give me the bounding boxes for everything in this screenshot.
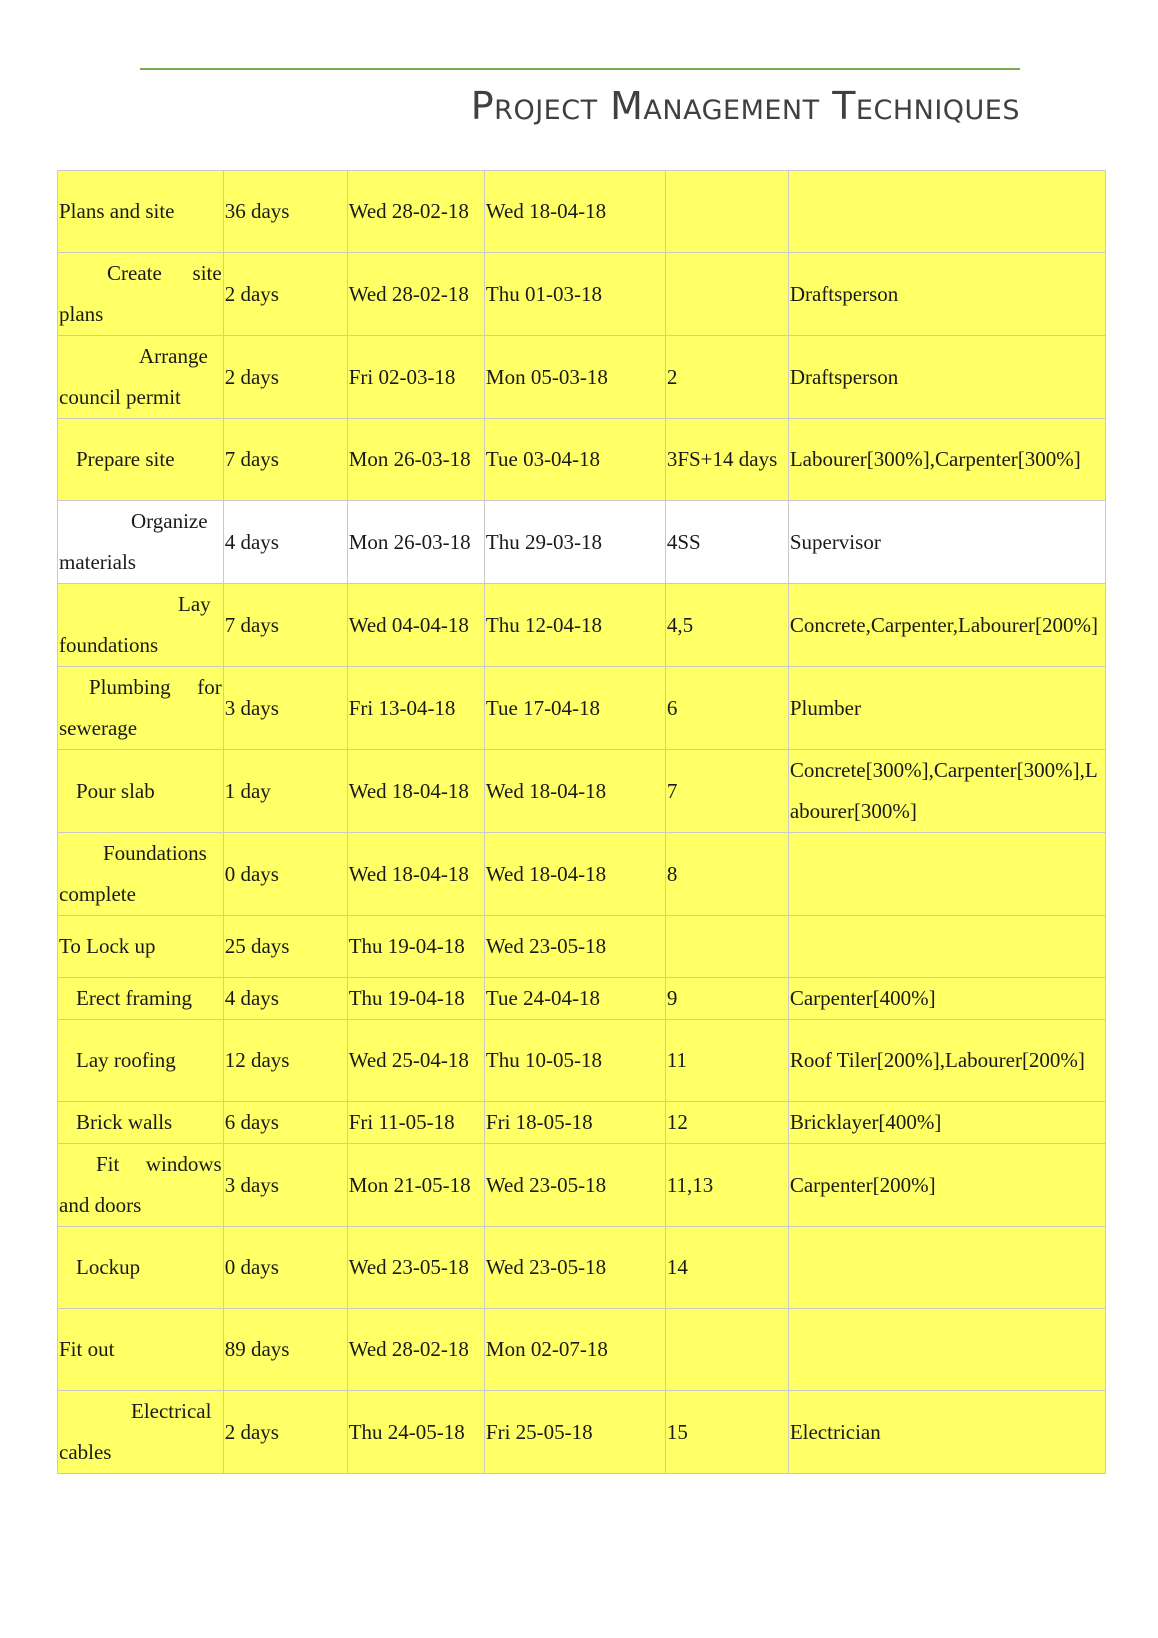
task-name: Foundations complete [58,833,224,916]
task-resources: Roof Tiler[200%],Labourer[200%] [788,1020,1105,1102]
task-resources [788,1227,1105,1309]
task-start: Fri 13-04-18 [347,667,484,750]
task-name: Arrange council permit [58,336,224,419]
task-duration: 2 days [223,336,347,419]
task-start: Mon 21-05-18 [347,1144,484,1227]
task-finish: Thu 10-05-18 [484,1020,665,1102]
task-finish: Mon 05-03-18 [484,336,665,419]
task-predecessors: 7 [665,750,788,833]
table-row [58,916,1106,978]
task-predecessors: 12 [665,1102,788,1144]
task-duration: 1 day [223,750,347,833]
task-predecessors [665,916,788,978]
task-predecessors: 4,5 [665,584,788,667]
task-start: Wed 04-04-18 [347,584,484,667]
table-row [58,253,1106,336]
task-start: Wed 28-02-18 [347,171,484,253]
task-resources [788,1309,1105,1391]
task-name: Pour slab [58,750,224,833]
task-name: Prepare site [58,419,224,501]
task-predecessors: 6 [665,667,788,750]
task-resources: Concrete[300%],Carpenter[300%],Labourer[300%] [788,750,1105,833]
task-resources: Draftsperson [788,336,1105,419]
task-finish: Wed 23-05-18 [484,1227,665,1309]
task-duration: 3 days [223,1144,347,1227]
task-start: Wed 28-02-18 [347,1309,484,1391]
task-name: Lay roofing [58,1020,224,1102]
task-name: Fit windows and doors [58,1144,224,1227]
task-resources: Draftsperson [788,253,1105,336]
task-predecessors: 11 [665,1020,788,1102]
task-finish: Thu 12-04-18 [484,584,665,667]
task-start: Wed 23-05-18 [347,1227,484,1309]
task-predecessors: 2 [665,336,788,419]
task-predecessors: 14 [665,1227,788,1309]
task-start: Thu 19-04-18 [347,916,484,978]
task-resources: Bricklayer[400%] [788,1102,1105,1144]
table-row [58,1020,1106,1102]
task-finish: Wed 18-04-18 [484,171,665,253]
task-name: Electrical cables [58,1391,224,1474]
table-row [58,1391,1106,1474]
task-finish: Wed 18-04-18 [484,833,665,916]
task-finish: Thu 29-03-18 [484,501,665,584]
task-name: Plumbing for sewerage [58,667,224,750]
task-start: Wed 28-02-18 [347,253,484,336]
task-start: Mon 26-03-18 [347,419,484,501]
task-predecessors [665,253,788,336]
task-duration: 25 days [223,916,347,978]
table-row [58,501,1106,584]
table-row [58,171,1106,253]
task-resources: Carpenter[200%] [788,1144,1105,1227]
task-finish: Tue 03-04-18 [484,419,665,501]
task-name: Fit out [58,1309,224,1391]
task-finish: Wed 18-04-18 [484,750,665,833]
task-finish: Tue 24-04-18 [484,978,665,1020]
task-resources: Carpenter[400%] [788,978,1105,1020]
task-finish: Wed 23-05-18 [484,1144,665,1227]
task-duration: 89 days [223,1309,347,1391]
task-duration: 2 days [223,1391,347,1474]
task-predecessors: 4SS [665,501,788,584]
task-name: Lay foundations [58,584,224,667]
task-duration: 12 days [223,1020,347,1102]
task-start: Mon 26-03-18 [347,501,484,584]
table-row [58,336,1106,419]
task-resources [788,833,1105,916]
task-predecessors [665,171,788,253]
task-duration: 0 days [223,833,347,916]
task-resources [788,171,1105,253]
task-duration: 3 days [223,667,347,750]
table-row [58,667,1106,750]
task-name: Plans and site [58,171,224,253]
table-row [58,1144,1106,1227]
task-start: Fri 02-03-18 [347,336,484,419]
task-name: Create site plans [58,253,224,336]
task-start: Wed 25-04-18 [347,1020,484,1102]
table-row [58,978,1106,1020]
table-row [58,1309,1106,1391]
task-predecessors: 15 [665,1391,788,1474]
task-duration: 6 days [223,1102,347,1144]
task-predecessors: 3FS+14 days [665,419,788,501]
task-duration: 4 days [223,978,347,1020]
task-resources: Electrician [788,1391,1105,1474]
task-predecessors [665,1309,788,1391]
task-finish: Wed 23-05-18 [484,916,665,978]
task-resources: Plumber [788,667,1105,750]
task-finish: Fri 25-05-18 [484,1391,665,1474]
task-name: Erect framing [58,978,224,1020]
task-finish: Thu 01-03-18 [484,253,665,336]
task-duration: 0 days [223,1227,347,1309]
task-duration: 7 days [223,419,347,501]
task-duration: 7 days [223,584,347,667]
task-name: Organize materials [58,501,224,584]
table-row [58,584,1106,667]
task-predecessors: 8 [665,833,788,916]
task-duration: 2 days [223,253,347,336]
table-row [58,750,1106,833]
task-duration: 36 days [223,171,347,253]
header-rule [140,68,1020,70]
task-start: Thu 19-04-18 [347,978,484,1020]
task-finish: Fri 18-05-18 [484,1102,665,1144]
table-row [58,1102,1106,1144]
task-resources: Labourer[300%],Carpenter[300%] [788,419,1105,501]
task-name: Brick walls [58,1102,224,1144]
task-table [57,170,1106,1474]
task-resources: Supervisor [788,501,1105,584]
task-start: Thu 24-05-18 [347,1391,484,1474]
task-finish: Mon 02-07-18 [484,1309,665,1391]
task-predecessors: 9 [665,978,788,1020]
task-resources: Concrete,Carpenter,Labourer[200%] [788,584,1105,667]
page-title: Project Management Techniques [470,84,1020,128]
task-duration: 4 days [223,501,347,584]
task-start: Fri 11-05-18 [347,1102,484,1144]
task-predecessors: 11,13 [665,1144,788,1227]
task-name: To Lock up [58,916,224,978]
task-name: Lockup [58,1227,224,1309]
task-finish: Tue 17-04-18 [484,667,665,750]
task-resources [788,916,1105,978]
task-start: Wed 18-04-18 [347,750,484,833]
table-row [58,833,1106,916]
table-row [58,1227,1106,1309]
task-start: Wed 18-04-18 [347,833,484,916]
table-row [58,419,1106,501]
